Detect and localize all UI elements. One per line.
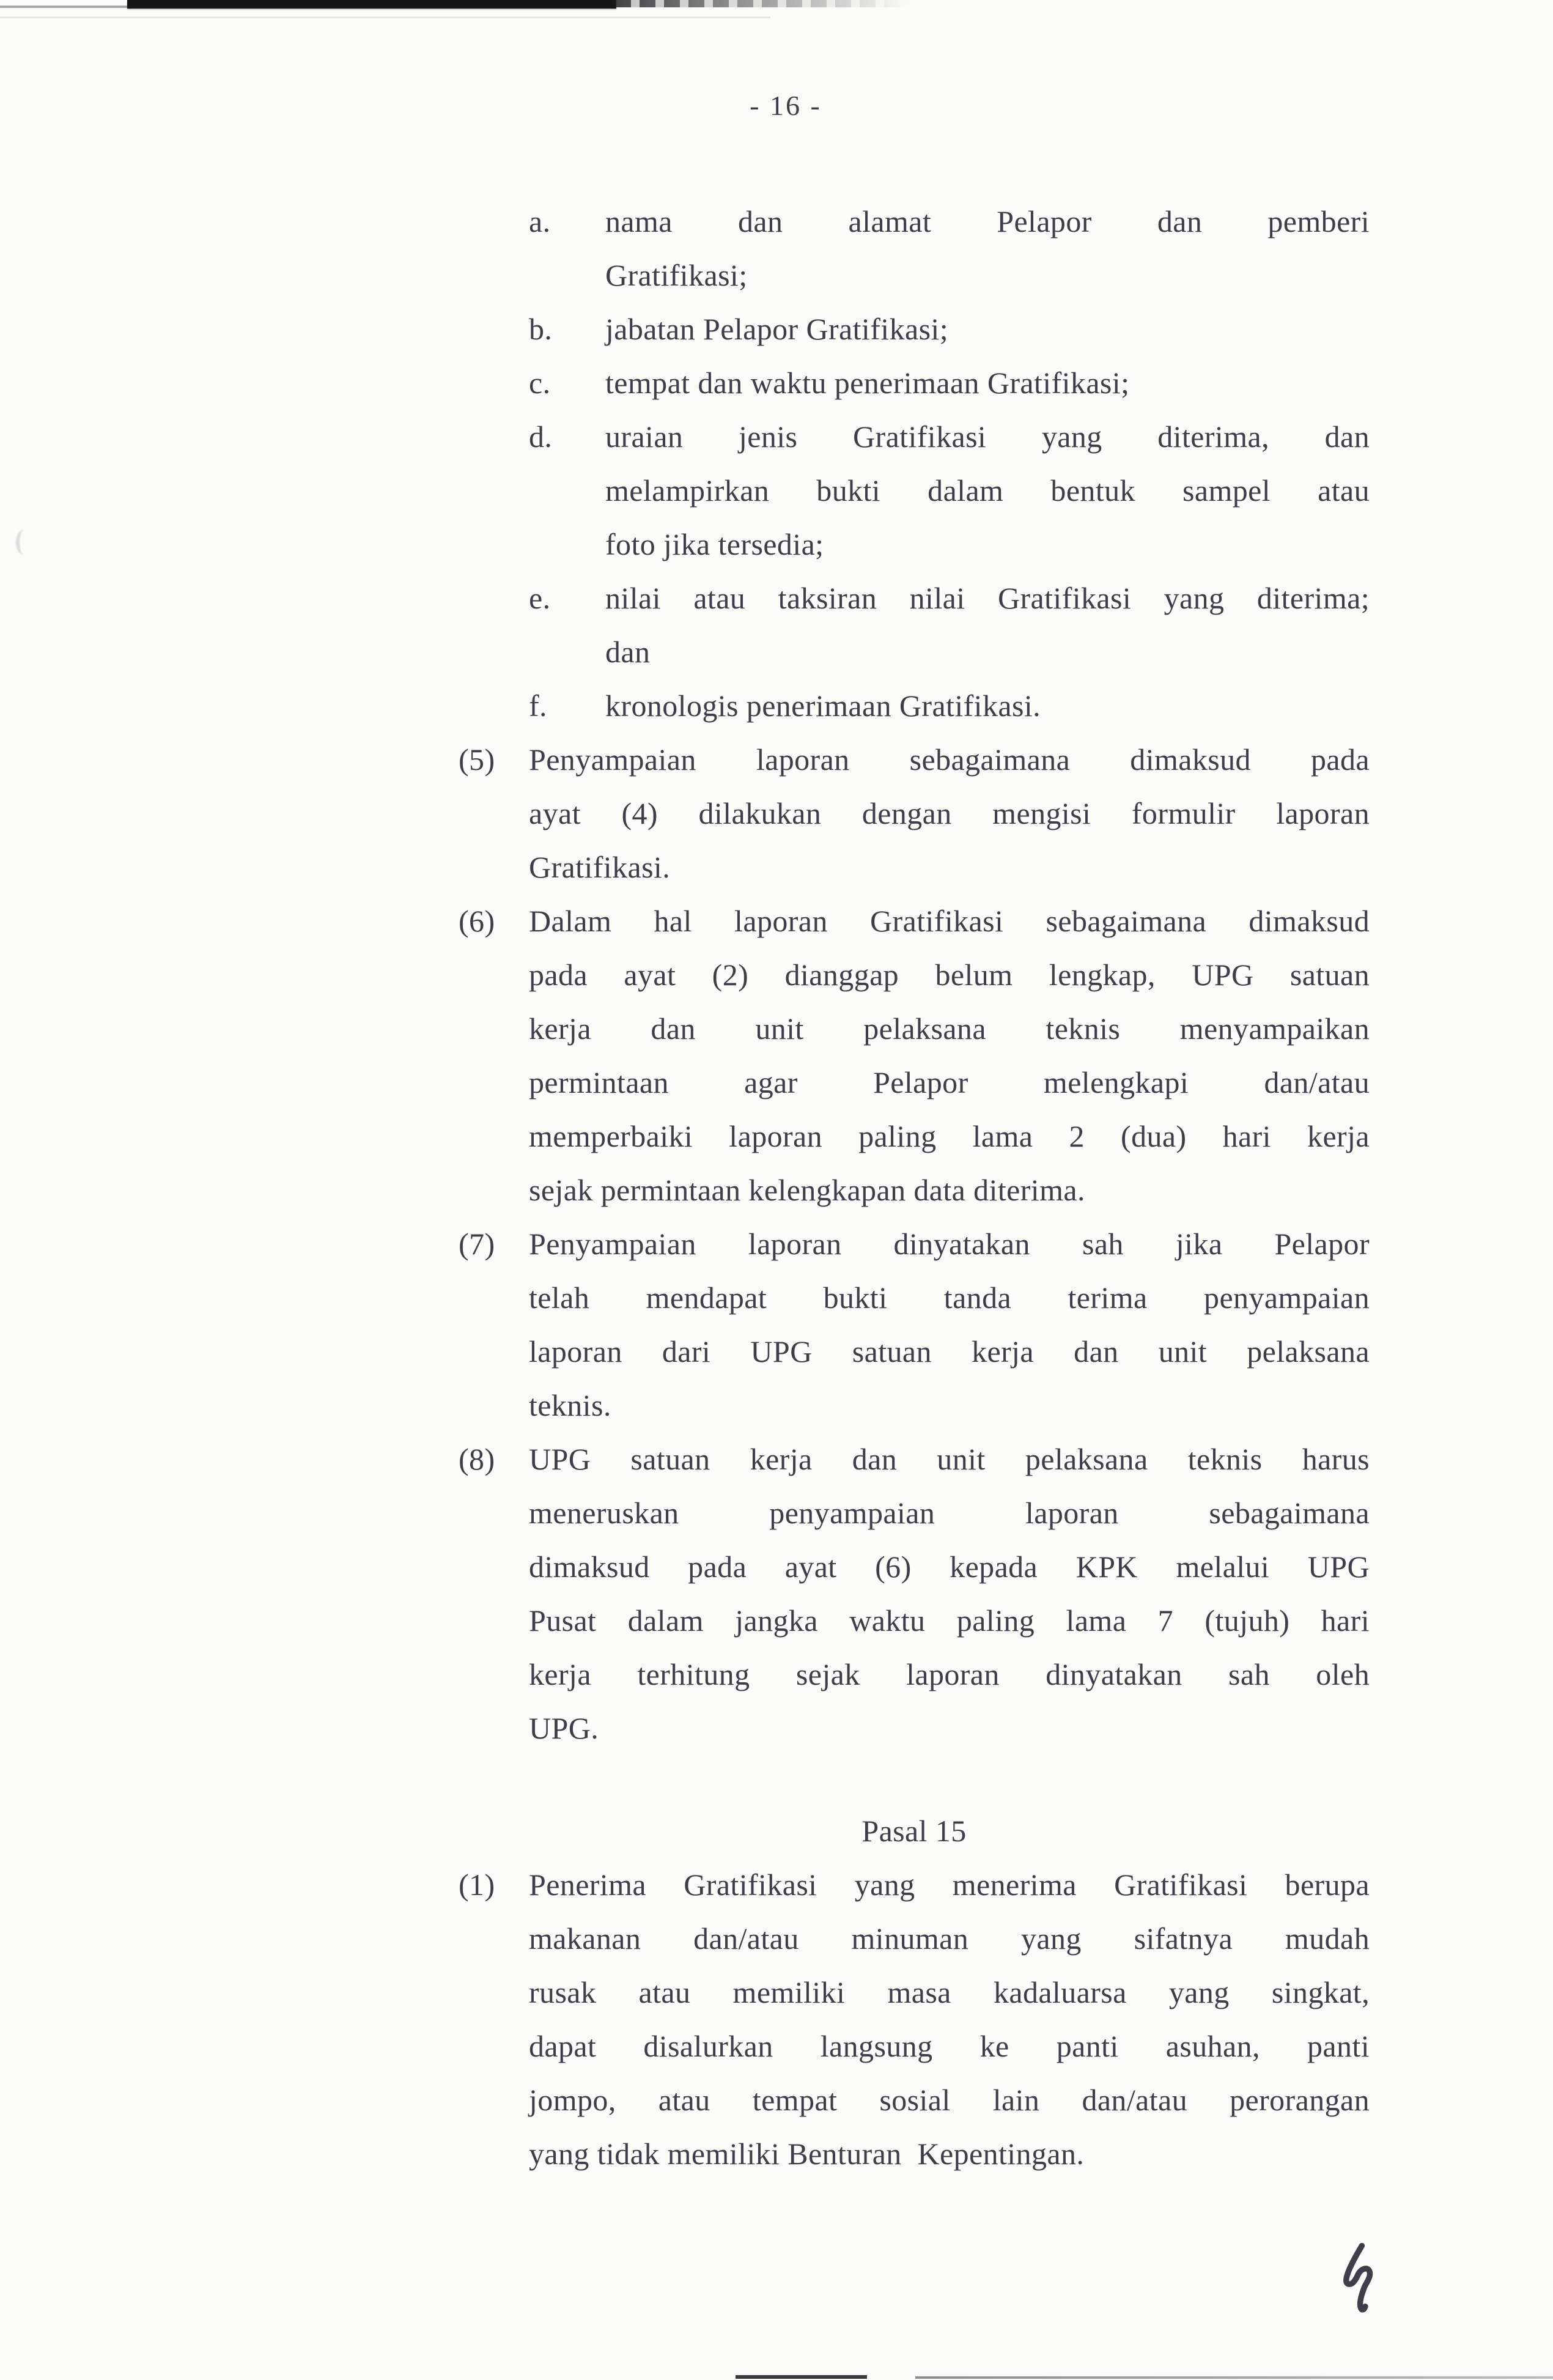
text-line: pada ayat (2) dianggap belum lengkap, UPG satuan bbox=[529, 958, 1370, 992]
paraf-squiggle-icon bbox=[1332, 2243, 1376, 2314]
item-marker: e. bbox=[529, 581, 551, 615]
text-line: Gratifikasi. bbox=[529, 850, 671, 884]
scan-artifact-bottom-dark bbox=[736, 2375, 867, 2379]
item-lines bbox=[605, 194, 1370, 302]
text-line: jabatan Pelapor Gratifikasi; bbox=[605, 312, 949, 346]
item-lines bbox=[605, 302, 1370, 356]
text-line: telah mendapat bukti tanda terima penyampaian bbox=[529, 1281, 1370, 1315]
list-item bbox=[459, 1217, 1370, 1432]
scan-artifact-bottom-light bbox=[915, 2376, 1553, 2379]
item-marker: a. bbox=[529, 204, 551, 238]
list-item bbox=[459, 356, 1370, 410]
text-line: Dalam hal laporan Gratifikasi sebagaimana dimaksud bbox=[529, 904, 1370, 938]
text-line: makanan dan/atau minuman yang sifatnya mudah bbox=[529, 1921, 1370, 1956]
item-lines bbox=[605, 410, 1370, 571]
text-line: UPG. bbox=[529, 1711, 599, 1745]
item-marker: d. bbox=[529, 419, 553, 454]
list-item bbox=[459, 302, 1370, 356]
scan-artifact-top-bar bbox=[127, 0, 616, 9]
text-line: teknis. bbox=[529, 1388, 611, 1422]
text-line: uraian jenis Gratifikasi yang diterima, dan bbox=[605, 419, 1370, 454]
list-item bbox=[459, 410, 1370, 571]
text-line: Penerima Gratifikasi yang menerima Gratifikasi berupa bbox=[529, 1868, 1370, 1902]
item-lines bbox=[529, 1858, 1370, 2181]
text-line: rusak atau memiliki masa kadaluarsa yang singkat, bbox=[529, 1975, 1370, 2009]
item-marker: (1) bbox=[459, 1868, 495, 1902]
document-body bbox=[459, 194, 1370, 2181]
item-marker: (8) bbox=[459, 1442, 495, 1476]
text-line: tempat dan waktu penerimaan Gratifikasi; bbox=[605, 366, 1130, 400]
section-heading: Pasal 15 bbox=[861, 1814, 967, 1848]
text-line: ayat (4) dilakukan dengan mengisi formulir laporan bbox=[529, 796, 1370, 830]
list-item bbox=[459, 679, 1370, 733]
text-line: kerja dan unit pelaksana teknis menyampaikan bbox=[529, 1011, 1370, 1046]
scan-artifact-top-underline bbox=[0, 17, 770, 18]
item-lines bbox=[529, 1217, 1370, 1432]
text-line: laporan dari UPG satuan kerja dan unit pelaksana bbox=[529, 1334, 1370, 1369]
text-line: Gratifikasi; bbox=[605, 258, 748, 292]
list-item bbox=[459, 1858, 1370, 2181]
item-marker: (5) bbox=[459, 742, 495, 777]
list-item bbox=[459, 571, 1370, 679]
text-line: dapat disalurkan langsung ke panti asuhan, panti bbox=[529, 2029, 1370, 2063]
text-line: permintaan agar Pelapor melengkapi dan/atau bbox=[529, 1065, 1370, 1099]
text-line: nilai atau taksiran nilai Gratifikasi yang diterima; bbox=[605, 581, 1370, 615]
text-line: Penyampaian laporan sebagaimana dimaksud pada bbox=[529, 742, 1370, 777]
text-line: dan bbox=[605, 635, 651, 669]
item-marker: (6) bbox=[459, 904, 495, 938]
text-line: kronologis penerimaan Gratifikasi. bbox=[605, 689, 1041, 723]
list-item bbox=[459, 1432, 1370, 1755]
item-lines bbox=[529, 894, 1370, 1217]
paraf-initial-signature bbox=[1332, 2243, 1376, 2314]
scan-artifact-smudge bbox=[16, 530, 33, 555]
text-line: meneruskan penyampaian laporan sebagaimana bbox=[529, 1496, 1370, 1530]
text-line: yang tidak memiliki Benturan Kepentingan. bbox=[529, 2137, 1085, 2171]
item-lines bbox=[529, 733, 1370, 894]
item-marker: b. bbox=[529, 312, 553, 346]
item-lines bbox=[605, 356, 1370, 410]
text-line: UPG satuan kerja dan unit pelaksana teknis harus bbox=[529, 1442, 1370, 1476]
text-line: foto jika tersedia; bbox=[605, 527, 824, 561]
item-marker: f. bbox=[529, 689, 547, 723]
text-line: dimaksud pada ayat (6) kepada KPK melalui UPG bbox=[529, 1550, 1370, 1584]
list-item bbox=[459, 733, 1370, 894]
item-marker: c. bbox=[529, 366, 551, 400]
item-lines bbox=[605, 679, 1370, 733]
text-line: memperbaiki laporan paling lama 2 (dua) hari kerja bbox=[529, 1119, 1370, 1153]
list-item bbox=[459, 894, 1370, 1217]
item-lines bbox=[529, 1432, 1370, 1755]
text-line: Pusat dalam jangka waktu paling lama 7 (tujuh) hari bbox=[529, 1603, 1370, 1638]
page-number: - 16 - bbox=[750, 90, 822, 121]
item-lines bbox=[605, 571, 1370, 679]
text-line: kerja terhitung sejak laporan dinyatakan sah oleh bbox=[529, 1657, 1370, 1691]
text-line: sejak permintaan kelengkapan data diterima. bbox=[529, 1173, 1085, 1207]
scan-artifact-top-fade bbox=[615, 0, 909, 7]
text-line: Penyampaian laporan dinyatakan sah jika Pelapor bbox=[529, 1227, 1370, 1261]
text-line: melampirkan bukti dalam bentuk sampel atau bbox=[605, 473, 1370, 508]
text-line: nama dan alamat Pelapor dan pemberi bbox=[605, 204, 1370, 238]
item-marker: (7) bbox=[459, 1227, 495, 1261]
text-line: jompo, atau tempat sosial lain dan/atau perorangan bbox=[529, 2083, 1370, 2117]
scan-artifact-top-thinline bbox=[0, 6, 133, 8]
list-item bbox=[459, 194, 1370, 302]
